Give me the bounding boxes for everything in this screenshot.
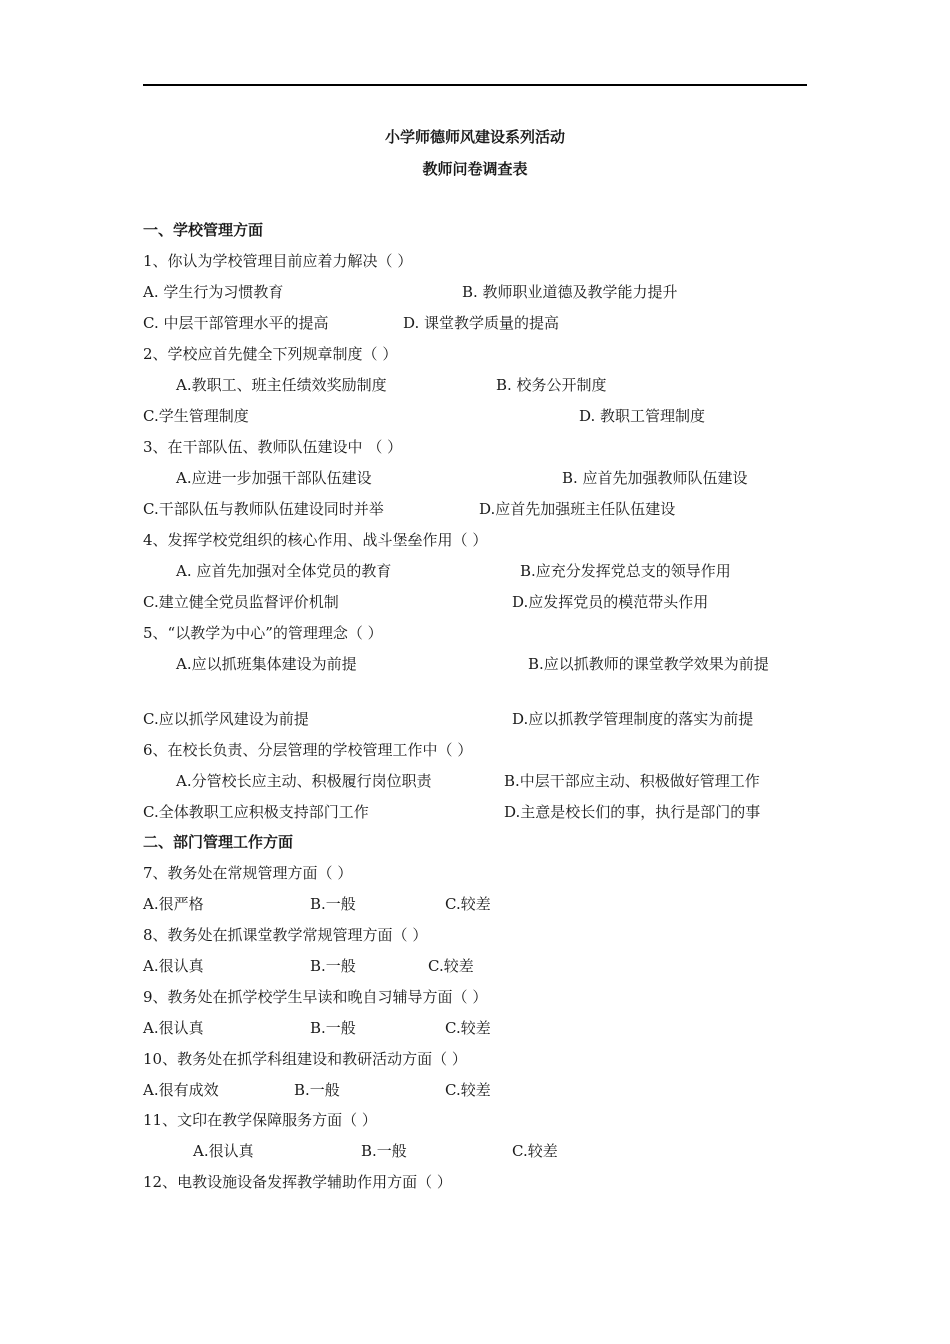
q7-option-a[interactable]: A.很严格 (143, 895, 204, 913)
q4-option-a[interactable]: A. 应首先加强对全体党员的教育 (176, 562, 392, 580)
q6-option-b[interactable]: B.中层干部应主动、积极做好管理工作 (504, 772, 760, 790)
header-rule (143, 84, 807, 86)
section-heading-school-management: 一、学校管理方面 (143, 221, 264, 239)
q3-option-b[interactable]: B. 应首先加强教师队伍建设 (562, 469, 748, 487)
q8-option-c[interactable]: C.较差 (428, 957, 474, 975)
question-10: 10、教务处在抓学科组建设和教研活动方面（ ） (143, 1050, 467, 1068)
question-2: 2、学校应首先健全下列规章制度（ ） (143, 345, 398, 363)
q10-option-a[interactable]: A.很有成效 (143, 1081, 219, 1099)
q1-option-d[interactable]: D. 课堂教学质量的提高 (403, 314, 560, 332)
q4-option-d[interactable]: D.应发挥党员的模范带头作用 (512, 593, 709, 611)
q7-option-c[interactable]: C.较差 (445, 895, 491, 913)
question-12: 12、电教设施设备发挥教学辅助作用方面（ ） (143, 1173, 452, 1191)
question-4: 4、发挥学校党组织的核心作用、战斗堡垒作用（ ） (143, 531, 488, 549)
q10-option-b[interactable]: B.一般 (294, 1081, 340, 1099)
q8-option-a[interactable]: A.很认真 (143, 957, 204, 975)
question-8: 8、教务处在抓课堂教学常规管理方面（ ） (143, 926, 428, 944)
question-9: 9、教务处在抓学校学生早读和晚自习辅导方面（ ） (143, 988, 488, 1006)
q2-option-b[interactable]: B. 校务公开制度 (496, 376, 607, 394)
q9-option-a[interactable]: A.很认真 (143, 1019, 204, 1037)
question-3: 3、在干部队伍、教师队伍建设中 （ ） (143, 438, 403, 456)
question-11: 11、文印在教学保障服务方面（ ） (143, 1111, 377, 1129)
q4-option-b[interactable]: B.应充分发挥党总支的领导作用 (520, 562, 731, 580)
document-title: 小学师德师风建设系列活动 (384, 128, 565, 146)
q8-option-b[interactable]: B.一般 (310, 957, 356, 975)
q2-option-d[interactable]: D. 教职工管理制度 (579, 407, 706, 425)
q10-option-c[interactable]: C.较差 (445, 1081, 491, 1099)
q6-option-a[interactable]: A.分管校长应主动、积极履行岗位职责 (176, 772, 432, 790)
question-1: 1、你认为学校管理目前应着力解决（ ） (143, 252, 413, 270)
q3-option-c[interactable]: C.干部队伍与教师队伍建设同时并举 (143, 500, 384, 518)
question-7: 7、教务处在常规管理方面（ ） (143, 864, 353, 882)
q1-option-c[interactable]: C. 中层干部管理水平的提高 (143, 314, 329, 332)
q9-option-b[interactable]: B.一般 (310, 1019, 356, 1037)
question-5: 5、“以教学为中心”的管理理念（ ） (143, 624, 383, 642)
document-subtitle: 教师问卷调查表 (422, 160, 528, 178)
q3-option-a[interactable]: A.应进一步加强干部队伍建设 (176, 469, 372, 487)
q1-option-b[interactable]: B. 教师职业道德及教学能力提升 (462, 283, 678, 301)
q5-option-d[interactable]: D.应以抓教学管理制度的落实为前提 (512, 710, 754, 728)
q6-option-d[interactable]: D.主意是校长们的事，执行是部门的事 (504, 803, 761, 821)
q4-option-c[interactable]: C.建立健全党员监督评价机制 (143, 593, 339, 611)
question-6: 6、在校长负责、分层管理的学校管理工作中（ ） (143, 741, 473, 759)
q2-option-c[interactable]: C.学生管理制度 (143, 407, 249, 425)
q11-option-c[interactable]: C.较差 (512, 1142, 558, 1160)
q3-option-d[interactable]: D.应首先加强班主任队伍建设 (479, 500, 676, 518)
q9-option-c[interactable]: C.较差 (445, 1019, 491, 1037)
q11-option-a[interactable]: A.很认真 (193, 1142, 254, 1160)
q1-option-a[interactable]: A. 学生行为习惯教育 (143, 283, 284, 301)
q7-option-b[interactable]: B.一般 (310, 895, 356, 913)
q5-option-c[interactable]: C.应以抓学风建设为前提 (143, 710, 309, 728)
section-heading-department-management: 二、部门管理工作方面 (143, 833, 294, 851)
q11-option-b[interactable]: B.一般 (361, 1142, 407, 1160)
q5-option-a[interactable]: A.应以抓班集体建设为前提 (176, 655, 357, 673)
q6-option-c[interactable]: C.全体教职工应积极支持部门工作 (143, 803, 369, 821)
q2-option-a[interactable]: A.教职工、班主任绩效奖励制度 (176, 376, 387, 394)
q5-option-b[interactable]: B.应以抓教师的课堂教学效果为前提 (528, 655, 769, 673)
